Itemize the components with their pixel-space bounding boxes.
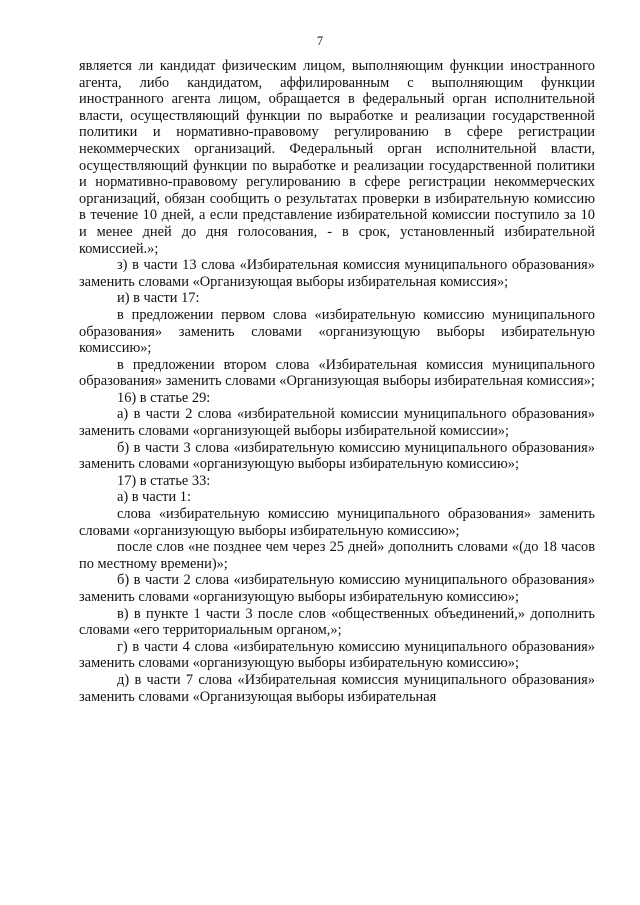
paragraph: д) в части 7 слова «Избирательная комиссия муниципального образования» заменить словами «Организующая выборы избирательная [79,671,595,705]
paragraph: в) в пункте 1 части 3 после слов «общественных объединений,» дополнить словами «его территориальным органом,»; [79,605,595,639]
document-body [79,58,595,705]
paragraph: б) в части 2 слова «избирательную комиссию муниципального образования» заменить словами «организующую выборы избирательную комиссию»; [79,572,595,605]
paragraph: в предложении втором слова «Избирательная комиссия муниципального образования» заменить словами «Организующая выборы избирательная комиссия»; [79,356,595,390]
paragraph: слова «избирательную комиссию муниципального образования» заменить словами «организующую выборы избирательную комиссию»; [79,506,595,539]
paragraph: 16) в статье 29: [117,389,211,406]
page-number: 7 [316,34,324,48]
paragraph: а) в части 1: [117,489,191,506]
paragraph: 17) в статье 33: [117,472,211,489]
paragraph: з) в части 13 слова «Избирательная комиссия муниципального образования» заменить словами «Организующая выборы избирательная комиссия»; [79,257,595,290]
paragraph: б) в части 3 слова «избирательную комиссию муниципального образования» заменить словами «организующую выборы избирательную комиссию»; [79,439,595,473]
paragraph: и) в части 17: [117,290,200,307]
paragraph: г) в части 4 слова «избирательную комиссию муниципального образования» заменить словами «организующую выборы избирательную комиссию»; [79,638,595,672]
paragraph: в предложении первом слова «избирательную комиссию муниципального образования» заменить словами «организующую выборы избирательную комиссию»; [79,306,595,357]
paragraph: а) в части 2 слова «избирательной комиссии муниципального образования» заменить словами «организующей выборы избирательной комиссии»; [79,406,595,440]
paragraph: после слов «не позднее чем через 25 дней» дополнить словами «(до 18 часов по местному времени)»; [79,539,595,572]
paragraph: является ли кандидат физическим лицом, выполняющим функции иностранного агента, либо кандидатом, аффилированным с выполняющим функции иностранного агента лицом, обращается в федеральный орган исполнительной власти, осуществляющий функции по выработке и реализации государственной политики и нормативно-правовому регулированию в сфере регистрации некоммерческих организаций. Федеральный орган исполнительной власти, осуществляющий функции по выработке и реализации государственной политики и нормативно-правовому регулированию в сфере регистрации некоммерческих организаций, обязан сообщить о результатах проверки в избирательную комиссию в течение 10 дней, а если представление избирательной комиссии поступило за 10 и менее дней до дня голосования, - в срок, установленный избирательной комиссией.»; [79,58,595,257]
